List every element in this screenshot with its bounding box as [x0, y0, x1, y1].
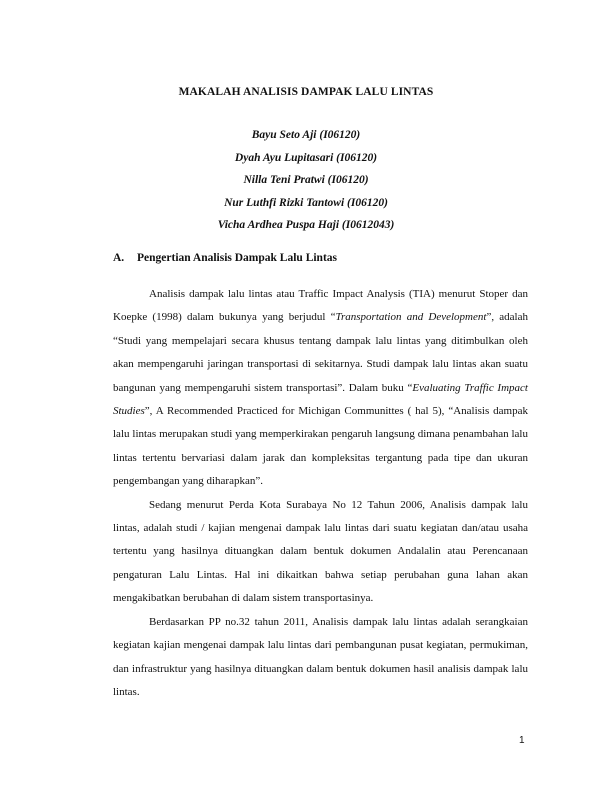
book-title: Transportation and Development: [335, 311, 487, 324]
document-title: MAKALAH ANALISIS DAMPAK LALU LINTAS: [178, 86, 434, 98]
section-heading: [113, 252, 337, 264]
author-name: Bayu Seto Aji (I06120): [251, 129, 361, 141]
section-number: A.: [113, 252, 125, 264]
author-list: [0, 124, 612, 237]
paragraph: Berdasarkan PP no.32 tahun 2011, Analisis dampak lalu lintas adalah serangkaian kegiatan kajian mengenai dampak lalu lintas dari pembangunan pusat kegiatan, permukiman, dan infrastruktur yang hasilnya dituangkan dalam bentuk dokumen hasil analisis dampak lalu lintas.: [113, 615, 528, 698]
paragraph-text: ”, adalah “Studi yang mempelajari secara khusus tentang dampak lalu lintas yang ditimbulkan oleh akan mempengaruhi jaringan transportasi di sekitarnya. Studi dampak lalu lintas akan suatu bangunan yang mempengaruhi sistem transportasi”. Dalam buku “: [113, 311, 528, 394]
section-title: Pengertian Analisis Dampak Lalu Lintas: [137, 252, 338, 264]
book-title: Evaluating Traffic Impact Studies: [113, 381, 528, 418]
author-name: Dyah Ayu Lupitasari (I06120): [234, 151, 378, 164]
author-name: Nilla Teni Pratwi (I06120): [243, 174, 369, 186]
page-number: 1: [519, 735, 525, 746]
body-text: [113, 283, 528, 704]
author-name: Nur Luthfi Rizki Tantowi (I06120): [224, 196, 388, 209]
paragraph: [113, 283, 528, 494]
paragraph-text: Analisis dampak lalu lintas atau Traffic Impact Analysis (TIA) menurut Stoper dan Koepke (1998) dalam bukunya yang berjudul “: [113, 288, 528, 324]
paragraph-text: ”, A Recommended Practiced for Michigan Communittes ( hal 5), “Analisis dampak lalu lintas merupakan studi yang memperkirakan pengaruh langsung dimana penambahan lalu lintas tertentu bervariasi dalam jarak dan kompleksitas tergantung pada tipe dan ukuran pengembangan yang diharapkan”.: [113, 405, 528, 488]
author-name: Vicha Ardhea Puspa Haji (I0612043): [217, 219, 395, 231]
paragraph: Sedang menurut Perda Kota Surabaya No 12 Tahun 2006, Analisis dampak lalu lintas, adalah studi / kajian mengenai dampak lalu lintas dari suatu kegiatan dan/atau usaha tertentu yang hasilnya dituangkan dalam bentuk dokumen Andalalin atau Perencanaan pengaturan Lalu Lintas. Hal ini dikaitkan bahwa setiap perubahan guna lahan akan mengakibatkan berubahan di dalam sistem transportasinya.: [113, 498, 528, 605]
